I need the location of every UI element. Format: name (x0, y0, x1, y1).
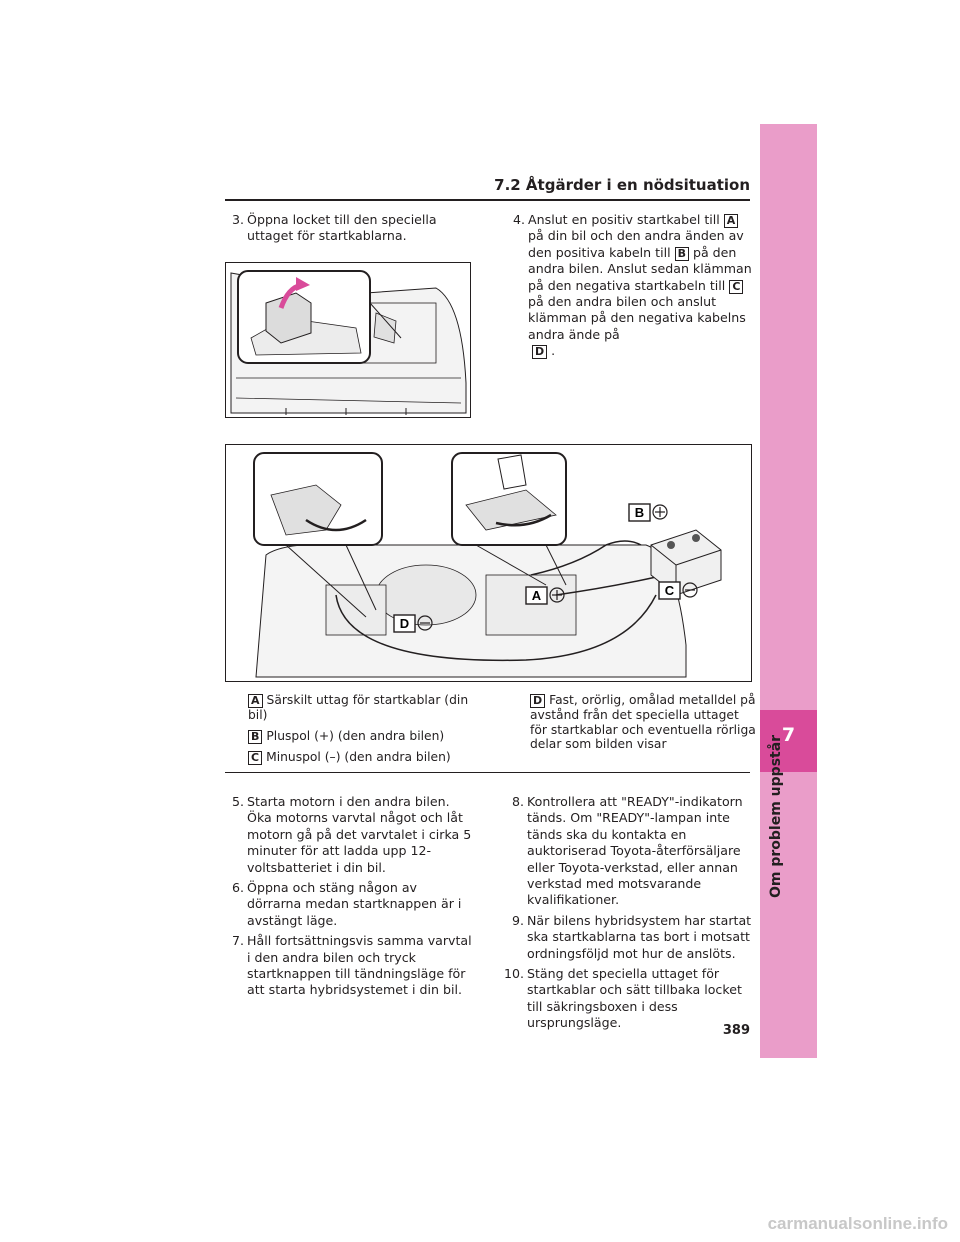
fuse-box-illustration (226, 263, 470, 417)
step-5 (232, 794, 474, 876)
figure-label-c: C (664, 583, 675, 598)
step-number: 5. (232, 794, 245, 809)
figure-label-b: B (634, 505, 645, 520)
step-number: 10. (503, 966, 524, 982)
legend-item-c (248, 750, 476, 765)
step-text (528, 212, 753, 360)
badge-a: A (724, 214, 739, 228)
step-4-part-3: på den andra bilen. Anslut sedan klämman på den negativa startkabeln till (528, 244, 752, 293)
watermark: carmanualsonline.info (767, 1214, 948, 1233)
step-number: 4. (513, 212, 526, 227)
step-4-part-2: på din bil och den andra änden av den positiva kabeln till (528, 228, 744, 260)
steps-left-column (232, 794, 474, 999)
step-number: 3. (232, 212, 245, 227)
step-7 (232, 933, 474, 999)
legend-text: Särskilt uttag för startkablar (din bil) (248, 693, 469, 722)
legend-text: Fast, orörlig, omålad metalldel på avstånd från det speciella uttaget för startkablar och eventuella rörliga delar som bilden visar (530, 693, 756, 751)
legend-item-d (530, 693, 758, 752)
figure-legend-left (248, 693, 476, 771)
badge-c: C (729, 280, 743, 294)
step-4-part-1: Anslut en positiv startkabel till (528, 212, 720, 227)
legend-text: Minuspol (–) (den andra bilen) (266, 749, 451, 764)
step-6 (232, 880, 474, 929)
step-text: Kontrollera att "READY"-indikatorn tänds. Om "READY"-lampan inte tänds ska du kontakta en auktoriserad Toyota-återförsäljare eller Toyota-verkstad, eller annan verkstad med motsvarande kvalifikationer. (527, 794, 743, 908)
step-4-part-5: . (551, 343, 556, 359)
step-4-part-4: på den andra bilen och anslut klämman på den negativa kabelns andra ände på (528, 294, 746, 342)
chapter-number: 7 (781, 724, 796, 746)
fuse-box-figure (225, 262, 471, 418)
step-3 (232, 212, 472, 245)
step-8 (500, 794, 754, 909)
step-4 (513, 212, 753, 360)
legend-divider (225, 772, 750, 773)
step-text: Stäng det speciella uttaget för startkablar och sätt tillbaka locket till säkringsboxen i dess ursprungsläge. (527, 966, 742, 1031)
chapter-title (768, 734, 788, 898)
legend-badge: C (248, 751, 262, 765)
page-number: 389 (722, 1023, 750, 1038)
badge-b: B (675, 247, 689, 261)
step-number: 8. (511, 794, 524, 809)
chapter-title-text: Om problem uppstår (768, 734, 784, 898)
step-text: När bilens hybridsystem har startat ska startkablarna tas bort i motsatt ordningsföljd mot hur de anslöts. (527, 912, 752, 961)
figure-label-a: A (531, 588, 542, 603)
step-text: Öppna locket till den speciella uttaget för startkablarna. (247, 212, 437, 244)
step-number: 6. (232, 880, 245, 896)
legend-item-a (248, 693, 476, 723)
step-number: 7. (232, 933, 245, 949)
header-rule (225, 199, 750, 201)
step-10 (500, 966, 754, 1032)
steps-right-column (500, 794, 754, 1032)
jump-start-figure (225, 444, 752, 682)
legend-badge: B (248, 730, 262, 744)
figure-legend-right (530, 693, 758, 758)
step-number: 9. (511, 912, 524, 928)
step-text: Öppna och stäng någon av dörrarna medan startknappen är i avstängt läge. (247, 880, 462, 928)
section-header: 7.2 Åtgärder i en nödsituation (494, 176, 750, 194)
badge-d: D (532, 345, 547, 359)
legend-text: Pluspol (+) (den andra bilen) (266, 728, 445, 743)
legend-badge: A (248, 694, 263, 708)
chapter-side-tab (760, 124, 817, 1058)
figure-label-d: D (399, 616, 410, 631)
step-9 (500, 913, 754, 962)
jump-start-illustration (226, 445, 751, 681)
step-text: Starta motorn i den andra bilen. Öka motorns varvtal något och låt motorn gå på det varvtalet i cirka 5 minuter för att ladda upp 12-voltsbatteriet i din bil. (247, 794, 472, 875)
step-text: Håll fortsättningsvis samma varvtal i den andra bilen och tryck startknappen till tändningsläge för att starta hybridsystemet i din bil. (247, 933, 472, 998)
legend-badge: D (530, 694, 545, 708)
legend-item-b (248, 729, 476, 744)
